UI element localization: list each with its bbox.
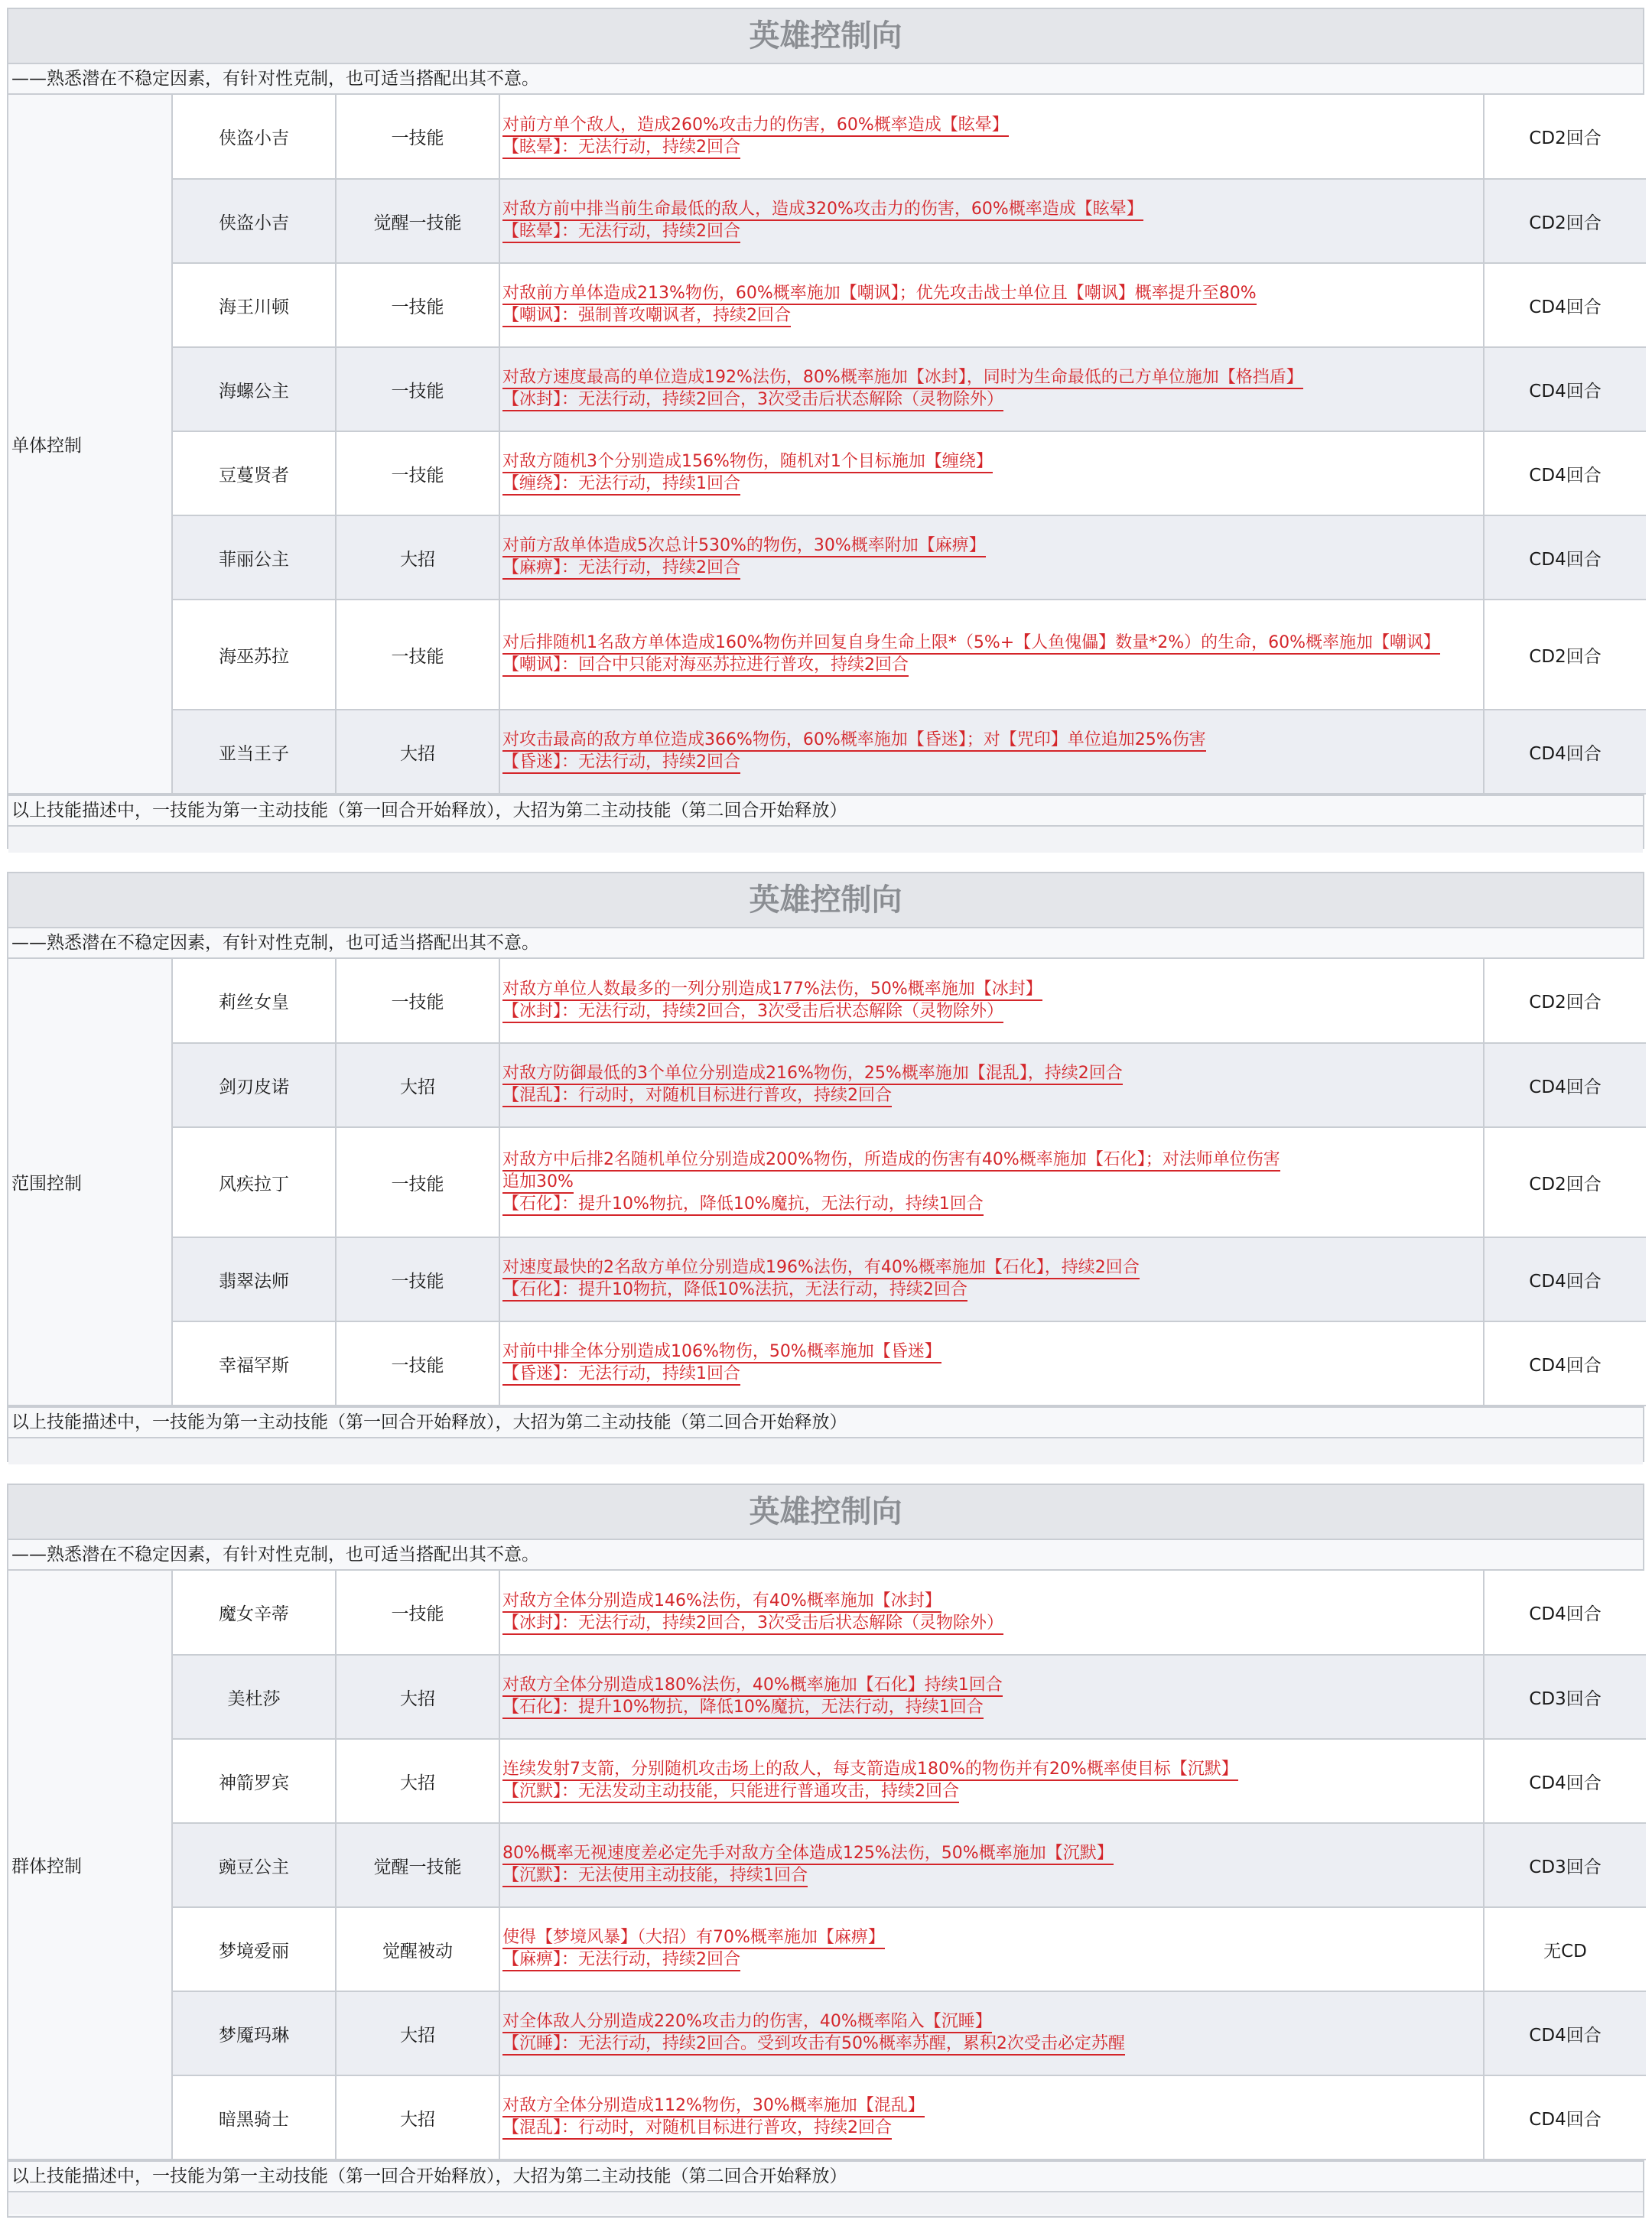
description-line: 【昏迷】：无法行动，持续1回合 [502,1364,740,1386]
cooldown: CD4回合 [1484,1571,1646,1655]
description-line: 【昏迷】：无法行动，持续2回合 [502,752,740,774]
description-line: 对速度最快的2名敌方单位分别造成196%法伤，有40%概率施加【石化】，持续2回合 [502,1258,1140,1279]
skill-type: 一技能 [336,95,499,179]
description-line: 对前中排全体分别造成106%物伤，50%概率施加【昏迷】 [502,1342,941,1363]
skill-description [499,1237,1484,1321]
section-footer [8,825,1643,853]
skill-type: 一技能 [336,263,499,347]
description-line: 【眩晕】：无法行动，持续2回合 [502,138,740,159]
description-line: 【冰封】：无法行动，持续2回合，3次受击后状态解除（灵物除外） [502,1002,1003,1023]
description-line: 追加30% [502,1172,574,1194]
table-row [8,1739,1646,1823]
description-line: 【眩晕】：无法行动，持续2回合 [502,222,740,243]
cooldown: 无CD [1484,1907,1646,1991]
skill-description [499,347,1484,431]
section-subtitle: ——熟悉潜在不稳定因素，有针对性克制，也可适当搭配出其不意。 [8,1540,1643,1571]
skill-description [499,431,1484,515]
hero-name: 亚当王子 [172,710,336,794]
cooldown: CD4回合 [1484,431,1646,515]
category-label: 群体控制 [8,1571,172,2160]
section-panel [7,872,1644,1462]
description-line: 对前方单个敌人，造成260%攻击力的伤害，60%概率造成【眩晕】 [502,115,1009,137]
section-footer [8,1437,1643,1464]
description-line: 【缠绕】：无法行动，持续1回合 [502,474,740,496]
hero-name: 海巫苏拉 [172,600,336,710]
table-row [8,263,1646,347]
table-row [8,1991,1646,2075]
description-line: 【嘲讽】：强制普攻嘲讽者，持续2回合 [502,306,791,327]
description-line: 对敌方全体分别造成146%法伤，有40%概率施加【冰封】 [502,1591,941,1613]
cooldown: CD4回合 [1484,710,1646,794]
section-title: 英雄控制向 [8,9,1643,64]
skill-type: 一技能 [336,1237,499,1321]
cooldown: CD2回合 [1484,95,1646,179]
skill-type: 觉醒一技能 [336,179,499,263]
table-row [8,431,1646,515]
skills-table [8,959,1646,1406]
cooldown: CD4回合 [1484,347,1646,431]
footnote: 以上技能描述中，一技能为第一主动技能（第一回合开始释放），大招为第二主动技能（第二回合开始释放） [8,795,1643,825]
skill-description [499,1571,1484,1655]
skill-description [499,710,1484,794]
section-panel [7,1484,1644,2218]
skill-type: 一技能 [336,347,499,431]
description-line: 对敌方防御最低的3个单位分别造成216%物伤，25%概率施加【混乱】，持续2回合 [502,1064,1123,1085]
description-line: 【麻痹】：无法行动，持续2回合 [502,1950,740,1971]
skill-description [499,1321,1484,1406]
skill-type: 大招 [336,1655,499,1739]
skill-type: 大招 [336,515,499,600]
section-subtitle: ——熟悉潜在不稳定因素，有针对性克制，也可适当搭配出其不意。 [8,64,1643,95]
footnote: 以上技能描述中，一技能为第一主动技能（第一回合开始释放），大招为第二主动技能（第二回合开始释放） [8,1406,1643,1437]
table-row [8,179,1646,263]
cooldown: CD3回合 [1484,1655,1646,1739]
table-row [8,1127,1646,1237]
description-line: 对敌方全体分别造成180%法伤，40%概率施加【石化】持续1回合 [502,1675,1003,1697]
skill-description [499,1991,1484,2075]
table-row [8,1571,1646,1655]
skill-type: 大招 [336,710,499,794]
skill-description [499,1655,1484,1739]
hero-name: 风疾拉丁 [172,1127,336,1237]
table-row [8,347,1646,431]
description-line: 【混乱】：行动时，对随机目标进行普攻，持续2回合 [502,1086,892,1107]
description-line: 使得【梦境风暴】（大招）有70%概率施加【麻痹】 [502,1928,885,1949]
hero-name: 梦魇玛琳 [172,1991,336,2075]
hero-name: 神箭罗宾 [172,1739,336,1823]
table-row [8,1655,1646,1739]
skill-type: 觉醒被动 [336,1907,499,1991]
table-row [8,1823,1646,1907]
skill-type: 一技能 [336,600,499,710]
table-row [8,959,1646,1043]
table-row [8,1237,1646,1321]
skill-type: 大招 [336,1739,499,1823]
category-label: 范围控制 [8,959,172,1406]
cooldown: CD2回合 [1484,959,1646,1043]
cooldown: CD4回合 [1484,515,1646,600]
description-line: 对全体敌人分别造成220%攻击力的伤害，40%概率陷入【沉睡】 [502,2012,992,2033]
section-footer [8,2191,1643,2214]
description-line: 【石化】：提升10%物抗，降低10%魔抗，无法行动，持续1回合 [502,1698,984,1719]
skill-description [499,263,1484,347]
skill-description [499,515,1484,600]
cooldown: CD4回合 [1484,1991,1646,2075]
skill-type: 一技能 [336,431,499,515]
description-line: 【石化】：提升10%物抗，降低10%魔抗，无法行动，持续1回合 [502,1194,984,1216]
skill-description [499,179,1484,263]
description-line: 【沉默】：无法发动主动技能，只能进行普通攻击，持续2回合 [502,1782,959,1803]
skill-description [499,95,1484,179]
skill-type: 大招 [336,1043,499,1127]
hero-name: 暗黑骑士 [172,2075,336,2160]
description-line: 【沉默】：无法使用主动技能，持续1回合 [502,1866,808,1887]
skill-description [499,1739,1484,1823]
cooldown: CD3回合 [1484,1823,1646,1907]
description-line: 对敌方中后排2名随机单位分别造成200%物伤，所造成的伤害有40%概率施加【石化】；对法师单位伤害 [502,1150,1280,1172]
hero-name: 莉丝女皇 [172,959,336,1043]
hero-name: 侠盗小吉 [172,179,336,263]
table-row [8,95,1646,179]
skill-description [499,2075,1484,2160]
skills-table [8,95,1646,795]
skill-type: 大招 [336,1991,499,2075]
skill-description [499,1127,1484,1237]
table-row [8,1043,1646,1127]
table-row [8,600,1646,710]
hero-name: 幸福罕斯 [172,1321,336,1406]
section-panel [7,8,1644,849]
cooldown: CD2回合 [1484,179,1646,263]
hero-name: 豆蔓贤者 [172,431,336,515]
cooldown: CD4回合 [1484,2075,1646,2160]
category-label: 单体控制 [8,95,172,794]
skill-description [499,959,1484,1043]
skill-description [499,1043,1484,1127]
section-title: 英雄控制向 [8,1485,1643,1540]
description-line: 【冰封】：无法行动，持续2回合，3次受击后状态解除（灵物除外） [502,390,1003,411]
section-subtitle: ——熟悉潜在不稳定因素，有针对性克制，也可适当搭配出其不意。 [8,928,1643,959]
skill-description [499,1907,1484,1991]
cooldown: CD2回合 [1484,600,1646,710]
description-line: 对敌方速度最高的单位造成192%法伤，80%概率施加【冰封】，同时为生命最低的己方单位施加【格挡盾】 [502,368,1303,389]
description-line: 对敌前方单体造成213%物伤，60%概率施加【嘲讽】；优先攻击战士单位且【嘲讽】概率提升至80% [502,284,1257,305]
table-row [8,515,1646,600]
skill-type: 一技能 [336,1127,499,1237]
hero-name: 美杜莎 [172,1655,336,1739]
cooldown: CD4回合 [1484,1321,1646,1406]
table-row [8,1321,1646,1406]
cooldown: CD2回合 [1484,1127,1646,1237]
description-line: 对敌方单位人数最多的一列分别造成177%法伤，50%概率施加【冰封】 [502,980,1042,1001]
section-title: 英雄控制向 [8,873,1643,928]
hero-name: 侠盗小吉 [172,95,336,179]
cooldown: CD4回合 [1484,1043,1646,1127]
description-line: 【沉睡】：无法行动，持续2回合。受到攻击有50%概率苏醒，累积2次受击必定苏醒 [502,2034,1125,2056]
hero-name: 梦境爱丽 [172,1907,336,1991]
description-line: 对敌方随机3个分别造成156%物伤，随机对1个目标施加【缠绕】 [502,452,993,473]
description-line: 对敌方前中排当前生命最低的敌人，造成320%攻击力的伤害，60%概率造成【眩晕】 [502,200,1143,221]
skill-type: 一技能 [336,959,499,1043]
description-line: 对后排随机1名敌方单体造成160%物伤并回复自身生命上限*（5%+【人鱼傀儡】数量*2%）的生命，60%概率施加【嘲讽】 [502,633,1440,655]
skill-description [499,1823,1484,1907]
hero-name: 豌豆公主 [172,1823,336,1907]
description-line: 【石化】：提升10物抗，降低10%法抗，无法行动，持续2回合 [502,1280,967,1302]
skill-type: 觉醒一技能 [336,1823,499,1907]
description-line: 对攻击最高的敌方单位造成366%物伤，60%概率施加【昏迷】；对【咒印】单位追加25%伤害 [502,730,1206,752]
description-line: 【混乱】：行动时，对随机目标进行普攻，持续2回合 [502,2118,892,2140]
cooldown: CD4回合 [1484,1739,1646,1823]
skill-type: 大招 [336,2075,499,2160]
hero-name: 翡翠法师 [172,1237,336,1321]
hero-name: 海王川顿 [172,263,336,347]
cooldown: CD4回合 [1484,263,1646,347]
description-line: 【麻痹】：无法行动，持续2回合 [502,558,740,580]
skill-type: 一技能 [336,1321,499,1406]
hero-name: 菲丽公主 [172,515,336,600]
footnote: 以上技能描述中，一技能为第一主动技能（第一回合开始释放），大招为第二主动技能（第二回合开始释放） [8,2160,1643,2191]
skill-type: 一技能 [336,1571,499,1655]
table-row [8,2075,1646,2160]
cooldown: CD4回合 [1484,1237,1646,1321]
description-line: 80%概率无视速度差必定先手对敌方全体造成125%法伤，50%概率施加【沉默】 [502,1844,1114,1865]
description-line: 对敌方全体分别造成112%物伤，30%概率施加【混乱】 [502,2096,925,2117]
table-row [8,710,1646,794]
table-row [8,1907,1646,1991]
hero-name: 海螺公主 [172,347,336,431]
description-line: 【冰封】：无法行动，持续2回合，3次受击后状态解除（灵物除外） [502,1614,1003,1635]
description-line: 对前方敌单体造成5次总计530%的物伤，30%概率附加【麻痹】 [502,536,986,557]
skills-table [8,1571,1646,2160]
description-line: 连续发射7支箭，分别随机攻击场上的敌人，每支箭造成180%的物伤并有20%概率使目标【沉默】 [502,1760,1238,1781]
hero-name: 魔女辛蒂 [172,1571,336,1655]
skill-description [499,600,1484,710]
hero-name: 剑刃皮诺 [172,1043,336,1127]
description-line: 【嘲讽】：回合中只能对海巫苏拉进行普攻，持续2回合 [502,655,909,677]
